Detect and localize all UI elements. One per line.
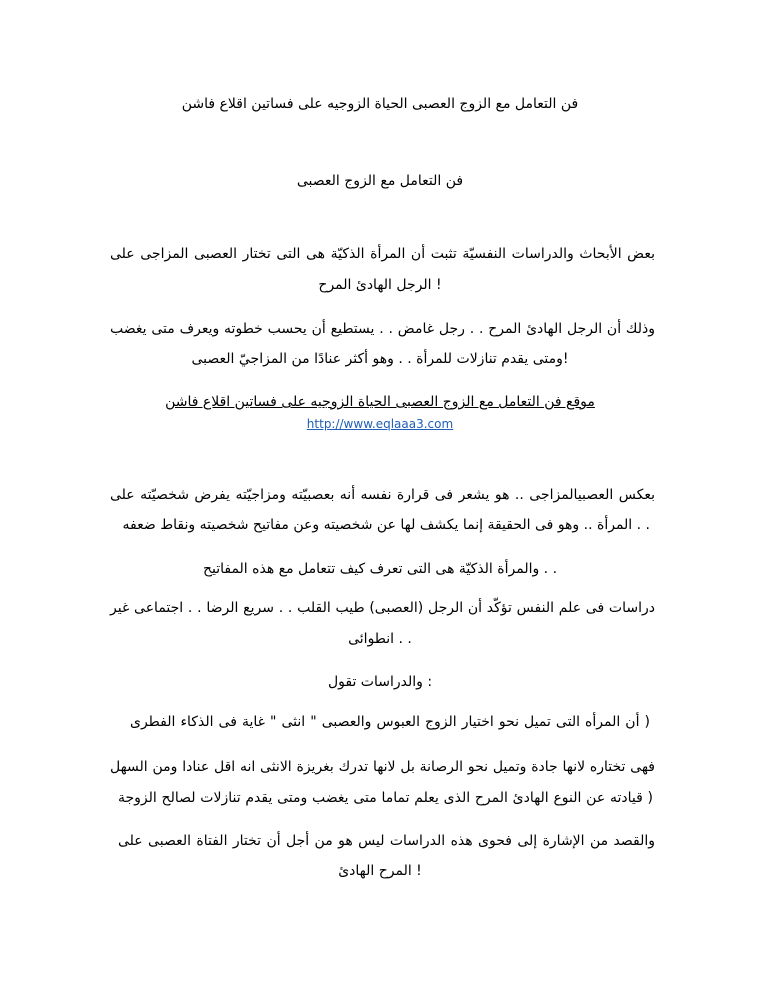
document-subtitle: فن التعامل مع الزوج العصبى [296, 173, 464, 189]
paragraph-3-line-2: . . المرأة .. وهو فى الحقيقة إنما يكشف لها عن شخصيته وعن مفاتيح شخصيته ونقاط ضعفه [122, 517, 650, 533]
paragraph-4: . . والمرأة الذكيّة هى التى تعرف كيف تتعامل مع هذه المفاتيح [202, 561, 558, 577]
paragraph-6: : والدراسات تقول [327, 674, 433, 690]
paragraph-3-line-1: بعكس العصبيالمزاجى .. هو يشعر فى قرارة نفسه أنه بعصبيّته ومزاجيّته يفرض شخصيّته على [110, 487, 655, 503]
paragraph-1-line-1: بعض الأبحاث والدراسات النفسيّة تثبت أن المرأة الذكيّة هى التى تختار العصبى المزاجى على [110, 246, 655, 262]
paragraph-1-line-2: ! الرجل الهادئ المرح [318, 277, 442, 293]
site-title-link[interactable]: موقع فن التعامل مع الزوج العصبى الحياة الزوجيه على فساتين اقلاع فاشن [165, 394, 595, 410]
paragraph-2-line-2: !ومتى يقدم تنازلات للمرأة . . وهو أكثر عنادًا من المزاجيّ العصبى [191, 351, 569, 367]
paragraph-8-line-1: فهى تختاره لانها جادة وتميل نحو الرصانة بل لانها تدرك بغريزة الانثى انه اقل عنادا ومن السهل [110, 759, 655, 775]
site-url-link[interactable]: http://www.eqlaaa3.com [306, 417, 454, 431]
paragraph-9-line-2: ! المرح الهادئ [338, 863, 422, 879]
site-url-line [100, 414, 660, 434]
document-title: فن التعامل مع الزوج العصبى الحياة الزوجيه على فساتين اقلاع فاشن [181, 96, 579, 112]
paragraph-7: ( أن المرأه التى تميل نحو اختيار الزوج العبوس والعصبى " انثى " غاية فى الذكاء الفطرى [130, 714, 650, 730]
paragraph-5-line-1: دراسات فى علم النفس تؤكّد أن الرجل (العصبى) طيب القلب . . سريع الرضا . . اجتماعى غير [110, 600, 655, 616]
paragraph-8-line-2: ( قيادته عن النوع الهادئ المرح الذى يعلم تماما متى يغضب ومتى يقدم تنازلات لصالح الزوجة [118, 790, 653, 806]
paragraph-5-line-2: . . انطوائى [348, 631, 412, 647]
paragraph-9-line-1: والقصد من الإشارة إلى فحوى هذه الدراسات ليس هو من أجل أن تختار الفتاة العصبى على [118, 833, 655, 849]
paragraph-2-line-1: وذلك أن الرجل الهادئ المرح . . رجل غامض . . يستطيع أن يحسب خطوته ويعرف متى يغضب [110, 321, 655, 337]
